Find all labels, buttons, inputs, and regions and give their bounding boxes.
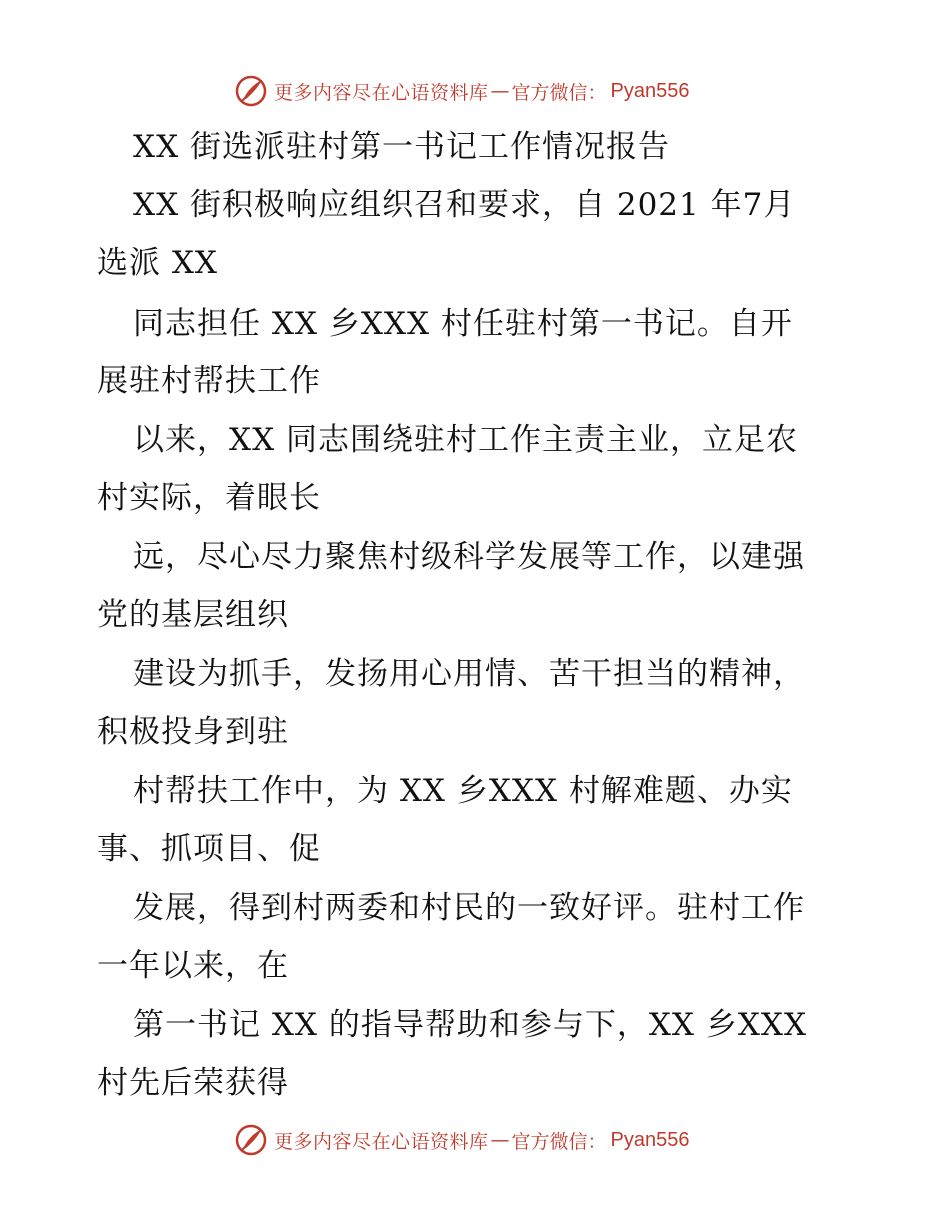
text-line: 以来，XX 同志围绕驻村工作主责主业，立足农	[133, 422, 798, 458]
document-title: XX 街选派驻村第一书记工作情况报告	[133, 129, 670, 165]
text-line: 事、抓项目、促	[97, 831, 321, 867]
header-banner	[234, 73, 690, 109]
banner-wechat-id: Pyan556	[610, 79, 690, 102]
text-line: 远，尽心尽力聚焦村级科学发展等工作，以建强	[133, 539, 805, 575]
text-line: 发展，得到村两委和村民的一致好评。驻村工作	[133, 890, 805, 926]
banner-dash: —	[490, 80, 510, 102]
footer-banner	[234, 1122, 690, 1158]
text-line: 村帮扶工作中，为 XX 乡XXX 村解难题、办实	[133, 773, 793, 809]
banner-text: 更多内容尽在心语资料库	[274, 81, 489, 104]
text-line: 展驻村帮扶工作	[97, 363, 321, 399]
quill-logo-icon	[234, 74, 268, 108]
text-line: 同志担任 XX 乡XXX 村任驻村第一书记。自开	[133, 306, 793, 342]
text-line: 建设为抓手，发扬用心用情、苦干担当的精神，	[133, 656, 805, 692]
text-line: 一年以来，在	[97, 948, 289, 984]
text-line: XX 街积极响应组织召和要求，自 2021 年7月	[133, 187, 796, 223]
banner-text: 更多内容尽在心语资料库	[274, 1130, 489, 1153]
text-line: 党的基层组织	[97, 597, 289, 633]
banner-wechat-label: 官方微信：	[511, 81, 607, 104]
banner-dash: —	[490, 1129, 510, 1151]
text-line: 积极投身到驻	[97, 714, 289, 750]
text-line: 选派 XX	[97, 245, 218, 281]
text-line: 村先后荣获得	[97, 1065, 289, 1101]
banner-wechat-label: 官方微信：	[511, 1130, 607, 1153]
text-line: 第一书记 XX 的指导帮助和参与下，XX 乡XXX	[133, 1007, 808, 1043]
text-line: 村实际，着眼长	[97, 480, 321, 516]
quill-logo-icon	[234, 1123, 268, 1157]
banner-wechat-id: Pyan556	[610, 1128, 690, 1151]
